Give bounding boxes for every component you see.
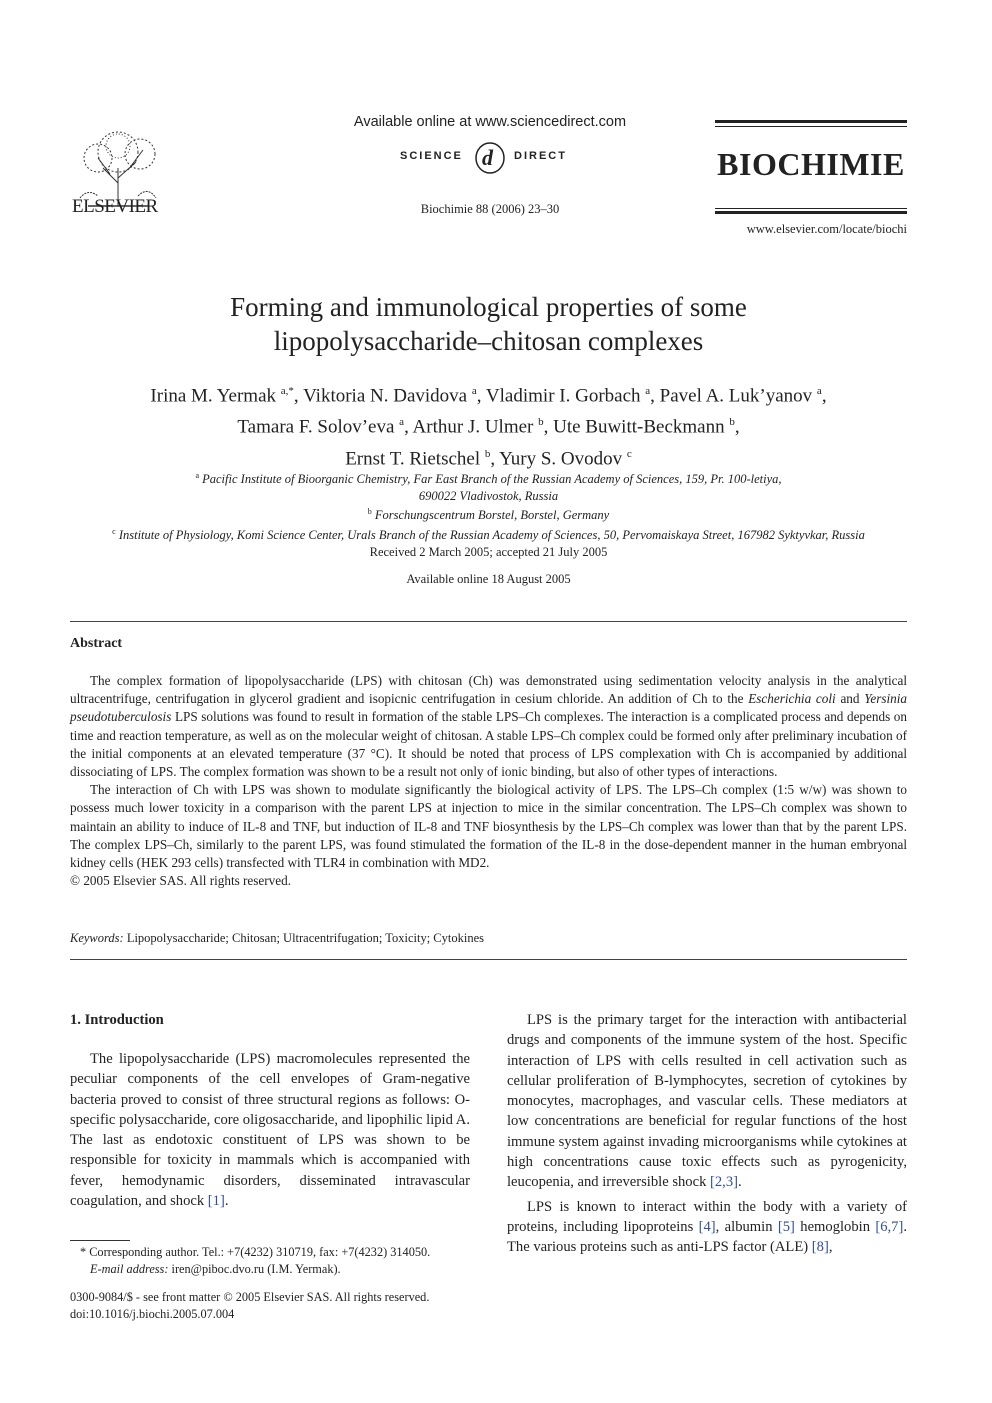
left-column bbox=[70, 1049, 470, 1211]
abstract-body bbox=[70, 672, 907, 890]
species-name: Yersinia pseudotuberculosis bbox=[70, 691, 908, 725]
citation-link[interactable]: [6,7] bbox=[875, 1218, 904, 1235]
keywords-label: Keywords: bbox=[70, 931, 124, 945]
issn-doi bbox=[70, 1289, 490, 1323]
author-name[interactable]: Ute Buwitt-Beckmann bbox=[553, 416, 725, 438]
affiliation-text: Pacific Institute of Bioorganic Chemistry, Far East Branch of the Russian Academy of Sciences, 159, Pr. 100-letiya, bbox=[202, 472, 782, 487]
author-line-1 bbox=[70, 378, 907, 409]
abstract-copyright: © 2005 Elsevier SAS. All rights reserved. bbox=[70, 873, 291, 889]
section-heading-introduction: 1. Introduction bbox=[70, 1012, 164, 1028]
footnote-rule bbox=[70, 1240, 130, 1241]
title-line-1: Forming and immunological properties of some bbox=[230, 292, 747, 322]
available-online-date: Available online 18 August 2005 bbox=[406, 572, 571, 586]
author-name[interactable]: Vladimir I. Gorbach bbox=[485, 385, 641, 407]
author-name[interactable]: Pavel A. Luk’yanov bbox=[659, 385, 813, 407]
author-name[interactable]: Yury S. Ovodov bbox=[499, 447, 623, 469]
author-name[interactable]: Arthur J. Ulmer bbox=[412, 416, 534, 438]
author-separator: , bbox=[734, 416, 740, 438]
keywords bbox=[70, 931, 907, 946]
corresponding-author: * Corresponding author. Tel.: +7(4232) 310719, fax: +7(4232) 314050. bbox=[80, 1245, 431, 1259]
abstract-heading: Abstract bbox=[70, 636, 123, 651]
author-separator: , bbox=[404, 416, 413, 438]
journal-reference: Biochimie 88 (2006) 23–30 bbox=[420, 202, 560, 216]
author-separator: , bbox=[476, 385, 486, 407]
abstract-text: LPS solutions was found to result in formation of the stable LPS–Ch complexes. The interaction is a complicated process and depends on time and reaction temperature, as well as on the molecular weight of chitosan. A stable LPS–Ch complex could be formed only after preliminary incubation of the initial components at an elevated temperature (37 °C). It should be noted that process of LPS complexation with Ch is accompanied by additional dissociating of LPS. The complex formation was shown to be a result not only of ionic binding, but also of other types of interactions. bbox=[70, 709, 907, 780]
body-text: hemoglobin bbox=[794, 1218, 876, 1235]
keywords-text: Lipopolysaccharide; Chitosan; Ultracentrifugation; Toxicity; Cytokines bbox=[123, 931, 484, 945]
journal-url[interactable]: www.elsevier.com/locate/biochi bbox=[746, 222, 907, 236]
citation-link[interactable]: [2,3] bbox=[710, 1174, 738, 1191]
citation-link[interactable]: [1] bbox=[207, 1193, 225, 1210]
author-name[interactable]: Irina M. Yermak bbox=[150, 385, 277, 407]
intro-paragraph-1 bbox=[70, 1049, 470, 1211]
author-line-2 bbox=[70, 409, 907, 440]
right-column bbox=[507, 1010, 907, 1258]
body-text: . bbox=[737, 1174, 742, 1191]
email-address[interactable]: iren@piboc.dvo.ru (I.M. Yermak). bbox=[168, 1262, 341, 1276]
body-text: The lipopolysaccharide (LPS) macromolecules represented the peculiar components of the cell envelopes of Gram-negative bacteria proved to consist of three structural regions as follows: O-specific polysaccharide, core oligosaccharide, and lipophilic lipid A. The last as endotoxic constituent of LPS was shown to be responsible for toxicity in mammals which is accompanied with fever, hemodynamic disorders, disseminated intravascular coagulation, and shock bbox=[70, 1051, 470, 1210]
journal-name: BIOCHIMIE bbox=[717, 146, 905, 182]
affiliation-sup: b bbox=[367, 507, 372, 517]
title-line-2: lipopolysaccharide–chitosan complexes bbox=[273, 326, 704, 356]
author-name[interactable]: Tamara F. Solov’eva bbox=[237, 416, 395, 438]
affiliation-sup: a bbox=[195, 471, 199, 480]
affiliation-c bbox=[70, 524, 907, 544]
body-text: . The various proteins such as anti-LPS factor (ALE) bbox=[507, 1218, 907, 1256]
author-sup: b bbox=[729, 416, 735, 429]
intro-paragraph-2 bbox=[507, 1010, 907, 1193]
author-sup: a bbox=[645, 385, 651, 397]
affiliation-b bbox=[70, 504, 907, 524]
author-sup: b bbox=[484, 447, 491, 460]
intro-paragraph-3 bbox=[507, 1197, 907, 1258]
journal-rule bbox=[715, 211, 907, 214]
body-text: LPS is known to interact within the body with a variety of proteins, including lipoproteins bbox=[507, 1198, 907, 1235]
citation-link[interactable]: [5] bbox=[777, 1218, 795, 1235]
footnote bbox=[70, 1244, 470, 1278]
journal-rule bbox=[715, 120, 907, 123]
affiliation-text: Institute of Physiology, Komi Science Center, Urals Branch of the Russian Academy of Sciences, 50, Pervomaiskaya Street, 167982 Syktyvkar, Russia bbox=[118, 527, 865, 542]
affiliation-sup: c bbox=[112, 526, 116, 536]
abstract-bottom-rule bbox=[70, 959, 907, 960]
author-sup: a bbox=[399, 416, 405, 429]
sciencedirect-logo bbox=[390, 138, 590, 178]
sciencedirect-d-icon bbox=[472, 138, 508, 176]
author-sup: c bbox=[626, 447, 632, 460]
affiliation-a bbox=[70, 468, 907, 488]
journal-rule bbox=[715, 126, 907, 127]
author-separator: , bbox=[650, 385, 660, 407]
affiliation-text: Forschungscentrum Borstel, Borstel, Germany bbox=[374, 508, 610, 523]
citation-link[interactable]: [4] bbox=[698, 1218, 716, 1235]
svg-text:d: d bbox=[482, 145, 495, 170]
abstract-text: and bbox=[835, 691, 865, 707]
sciencedirect-right-word: DIRECT bbox=[514, 150, 567, 162]
author-sup: a,* bbox=[280, 385, 294, 397]
email-label: E-mail address: bbox=[90, 1262, 169, 1276]
abstract-paragraph-2: The interaction of Ch with LPS was shown to modulate significantly the biological activity of LPS. The LPS–Ch complex (1:5 w/w) was shown to possess much lower toxicity in a comparison with the parent LPS at injection to mice in the similar concentration. The LPS–Ch complex was shown to maintain an ability to induce of IL-8 and TNF, but induction of IL-8 and TNF biosynthesis by the LPS–Ch complex was lower than that by the parent LPS. The complex LPS–Ch, similarly to the parent LPS, was found stimulated the formation of the IL-8 in the dose-dependent manner in the human embryonal kidney cells (HEK 293 cells) transfected with TLR4 in combination with MD2. bbox=[70, 782, 907, 871]
journal-rule bbox=[715, 208, 907, 209]
abstract-paragraph-1 bbox=[70, 672, 907, 781]
body-text: , bbox=[828, 1239, 833, 1256]
author-separator: , bbox=[543, 416, 554, 438]
affiliation-a-line2: 690022 Vladivostok, Russia bbox=[418, 488, 559, 503]
author-separator: , bbox=[821, 385, 827, 407]
author-list bbox=[70, 378, 907, 472]
paper-title bbox=[70, 290, 907, 358]
author-sup: a bbox=[816, 385, 822, 397]
species-name: Escherichia coli bbox=[748, 691, 836, 707]
affiliations bbox=[70, 468, 907, 543]
issn-line: 0300-9084/$ - see front matter © 2005 Elsevier SAS. All rights reserved. bbox=[70, 1290, 430, 1304]
email-line bbox=[70, 1261, 470, 1278]
sciencedirect-left-word: SCIENCE bbox=[400, 150, 463, 162]
body-text: LPS is the primary target for the interaction with antibacterial drugs and components of the immune system of the host. Specific interaction of LPS with cells resulted in cell activation such as cellular proliferation of B-lymphocytes, secretion of cytokines by monocytes, macrophages, and vascular cells. These mediators at low concentrations are beneficial for regular functions of the host immune system against invading microorganisms while cytokines at high concentrations cause toxic effects such as pyrogenicity, leucopenia, and irreversible shock bbox=[507, 1012, 907, 1191]
abstract-text: The complex formation of lipopolysaccharide (LPS) with chitosan (Ch) was demonstrated using sedimentation velocity analysis in the analytical ultracentrifuge, centrifugation in glycerol gradient and isopicnic centrifugation in cesium chloride. An addition of Ch to the bbox=[70, 673, 907, 707]
doi-line[interactable]: doi:10.1016/j.biochi.2005.07.004 bbox=[70, 1307, 235, 1321]
citation-link[interactable]: [8] bbox=[811, 1239, 829, 1256]
body-text: . bbox=[224, 1193, 229, 1210]
author-name[interactable]: Viktoria N. Davidova bbox=[303, 385, 468, 407]
author-separator: , bbox=[293, 385, 304, 407]
publisher-name: ELSEVIER bbox=[72, 196, 158, 217]
abstract-top-rule bbox=[70, 621, 907, 622]
author-name[interactable]: Ernst T. Rietschel bbox=[345, 447, 481, 469]
received-dates: Received 2 March 2005; accepted 21 July 2005 bbox=[369, 545, 608, 559]
available-online-text: Available online at www.sciencedirect.com bbox=[353, 114, 627, 130]
author-sup: b bbox=[538, 416, 544, 429]
author-separator: , bbox=[490, 447, 500, 469]
author-sup: a bbox=[471, 385, 477, 397]
body-text: , albumin bbox=[715, 1218, 778, 1235]
